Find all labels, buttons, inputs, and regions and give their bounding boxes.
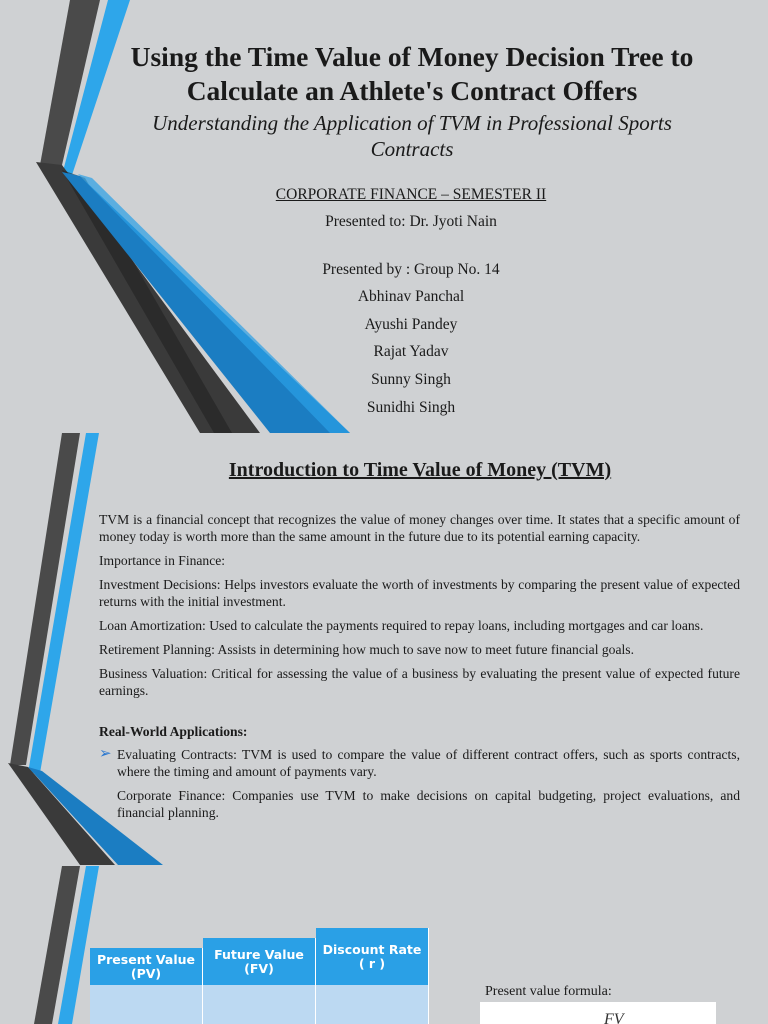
title-slide [0, 0, 768, 433]
intro-body [99, 511, 740, 828]
table-cell [90, 985, 203, 1024]
formula-label: Present value formula: [485, 984, 612, 999]
section-heading: Introduction to Time Value of Money (TVM) [228, 459, 612, 481]
table-header: Present Value (PV) [90, 948, 203, 985]
presented-to: Presented to: Dr. Jyoti Nain [325, 213, 497, 230]
paragraph: Importance in Finance: [99, 553, 226, 568]
table-cell [316, 985, 429, 1024]
paragraph: Business Valuation: Critical for assessing the value of a business by evaluating the present value of expected future earnings. [99, 666, 740, 698]
group-member: Abhinav Panchal [357, 288, 465, 305]
tvm-variables-slide [0, 866, 768, 1024]
slide-subtitle: Understanding the Application of TVM in Professional Sports Contracts [152, 111, 672, 161]
slide-title: Using the Time Value of Money Decision Tree to Calculate an Athlete's Contract Offers [130, 41, 694, 106]
paragraph: Investment Decisions: Helps investors evaluate the worth of investments by comparing the present value of expected returns with the initial investment. [99, 577, 740, 609]
table-header: Future Value (FV) [203, 938, 316, 985]
group-member: Rajat Yadav [373, 343, 449, 360]
intro-slide [0, 433, 768, 865]
arrow-bullet-icon: ➢ [99, 746, 112, 762]
group-member: Sunny Singh [371, 371, 451, 388]
course-name: CORPORATE FINANCE – SEMESTER II [275, 186, 547, 203]
group-member: Ayushi Pandey [364, 316, 458, 333]
formula-fv-text: FV [604, 1011, 624, 1024]
bullet-text: Evaluating Contracts: TVM is used to compare the value of different contract offers, such as sports contracts, where the timing and amount of payments vary. [117, 747, 740, 779]
list-item [99, 787, 740, 821]
bullet-text: Corporate Finance: Companies use TVM to make decisions on capital budgeting, project evaluations, and financial planning. [117, 788, 740, 820]
paragraph: TVM is a financial concept that recognizes the value of money changes over time. It states that a specific amount of money today is worth more than the same amount in the future due to its potential earning capacity. [99, 512, 740, 544]
list-item [99, 746, 740, 780]
table-header: Discount Rate ( r ) [316, 928, 429, 985]
presented-by: Presented by : Group No. 14 [322, 261, 500, 278]
paragraph: Retirement Planning: Assists in determining how much to save now to meet future financial goals. [99, 642, 634, 657]
group-member: Sunidhi Singh [366, 399, 456, 416]
table-cell [203, 985, 316, 1024]
real-world-heading: Real-World Applications: [99, 724, 248, 739]
paragraph: Loan Amortization: Used to calculate the payments required to repay loans, including mortgages and car loans. [99, 618, 704, 633]
formula-image [480, 1002, 716, 1024]
